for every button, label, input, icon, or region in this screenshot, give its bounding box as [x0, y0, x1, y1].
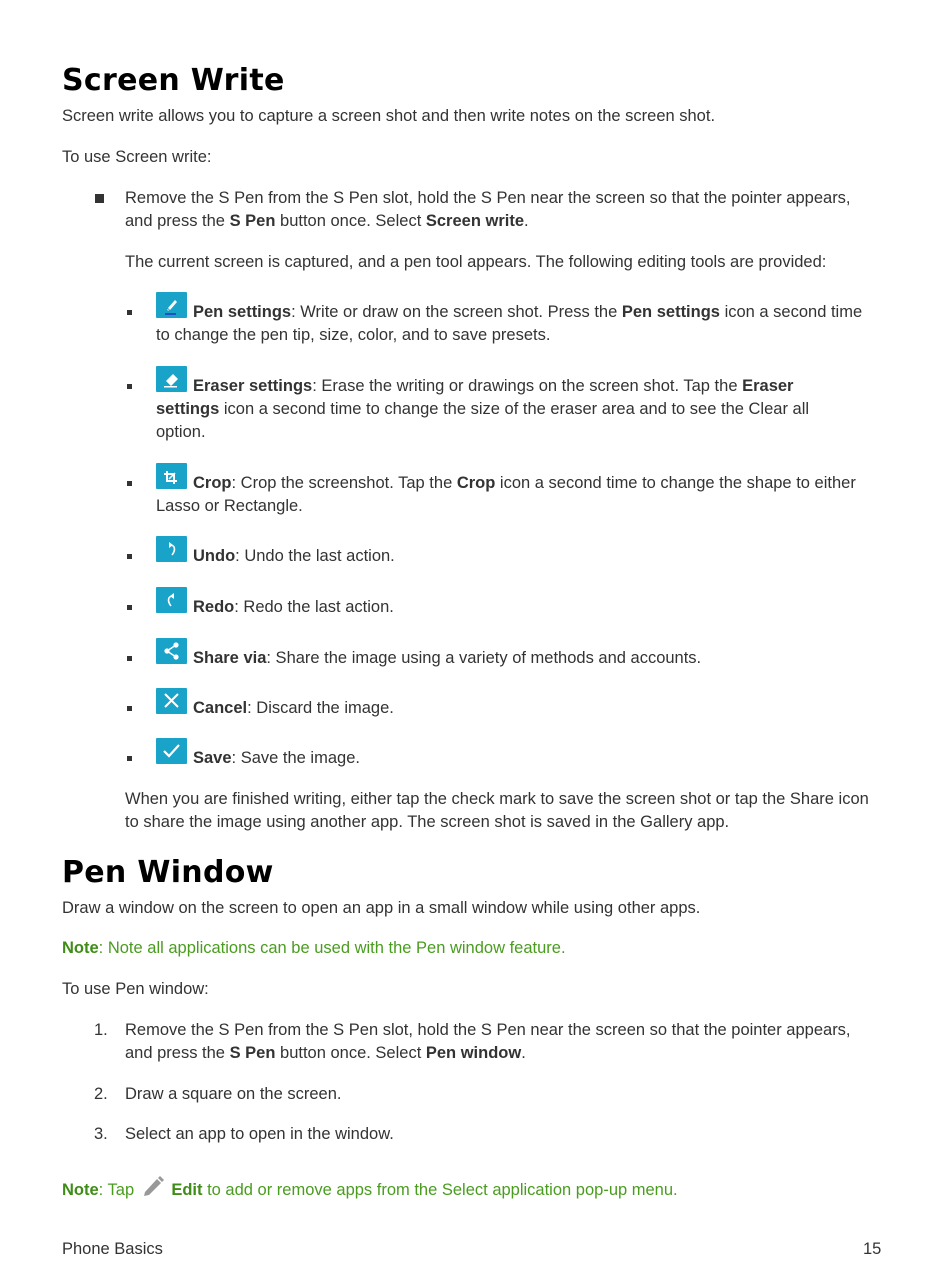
bullet-marker	[127, 756, 132, 761]
tool-desc-crop: Crop: Crop the screenshot. Tap the Crop icon a second time to change the shape to either Lasso or Rectangle.	[156, 474, 856, 515]
redo-icon	[156, 587, 187, 613]
tool-desc-share-via: Share via: Share the image using a variety of methods and accounts.	[193, 649, 702, 667]
footer-page-number: 15	[863, 1240, 882, 1258]
step-number: 1.	[94, 1021, 108, 1039]
screen-write-step: Remove the S Pen from the S Pen slot, hold the S Pen near the screen so that the pointer appears, and press the S Pen button once. Select Screen write.	[125, 189, 851, 230]
tool-desc-undo: Undo: Undo the last action.	[193, 547, 395, 565]
section-heading-pen-window: Pen Window	[62, 855, 274, 890]
tool-desc-redo: Redo: Redo the last action.	[193, 598, 394, 616]
tool-desc-pen-settings: Pen settings: Write or draw on the screen shot. Press the Pen settings icon a second time to change the pen tip, size, color, and to save presets.	[156, 303, 863, 344]
bullet-marker	[127, 706, 132, 711]
share-icon	[156, 638, 187, 664]
bullet-marker	[127, 554, 132, 559]
bullet-marker	[127, 605, 132, 610]
bullet-marker	[127, 384, 132, 389]
pen-window-step-2: Draw a square on the screen.	[125, 1085, 342, 1103]
bullet-marker	[95, 194, 104, 203]
pen-window-step-1: Remove the S Pen from the S Pen slot, hold the S Pen near the screen so that the pointer appears, and press the S Pen button once. Select Pen window.	[125, 1021, 851, 1062]
footer-section: Phone Basics	[62, 1240, 163, 1258]
tool-desc-eraser-settings: Eraser settings: Erase the writing or drawings on the screen shot. Tap the Eraser settings icon a second time to change the size of the eraser area and to see the Clear all option.	[156, 377, 810, 441]
pen-window-to-use: To use Pen window:	[62, 980, 209, 998]
tool-desc-cancel: Cancel: Discard the image.	[193, 699, 394, 717]
undo-icon	[156, 536, 187, 562]
captured-text: The current screen is captured, and a pen tool appears. The following editing tools are provided:	[125, 253, 827, 271]
pen-window-note-2: Note: Tap Edit to add or remove apps from the Select application pop-up menu.	[62, 1174, 678, 1202]
screen-write-intro: Screen write allows you to capture a screen shot and then write notes on the screen shot.	[62, 107, 716, 125]
edit-pencil-icon	[139, 1174, 167, 1198]
save-icon	[156, 738, 187, 764]
pen-window-step-3: Select an app to open in the window.	[125, 1125, 394, 1143]
cancel-icon	[156, 688, 187, 714]
bullet-marker	[127, 656, 132, 661]
pen-window-note: Note: Note all applications can be used with the Pen window feature.	[62, 939, 566, 957]
screen-write-to-use: To use Screen write:	[62, 148, 212, 166]
tool-desc-save: Save: Save the image.	[193, 749, 360, 767]
pen-window-intro: Draw a window on the screen to open an app in a small window while using other apps.	[62, 899, 701, 917]
finish-text: When you are finished writing, either tap the check mark to save the screen shot or tap the Share icon to share the image using another app. The screen shot is saved in the Gallery app.	[125, 790, 869, 831]
step-number: 2.	[94, 1085, 108, 1103]
bullet-marker	[127, 481, 132, 486]
bullet-marker	[127, 310, 132, 315]
step-number: 3.	[94, 1125, 108, 1143]
section-heading-screen-write: Screen Write	[62, 63, 285, 98]
